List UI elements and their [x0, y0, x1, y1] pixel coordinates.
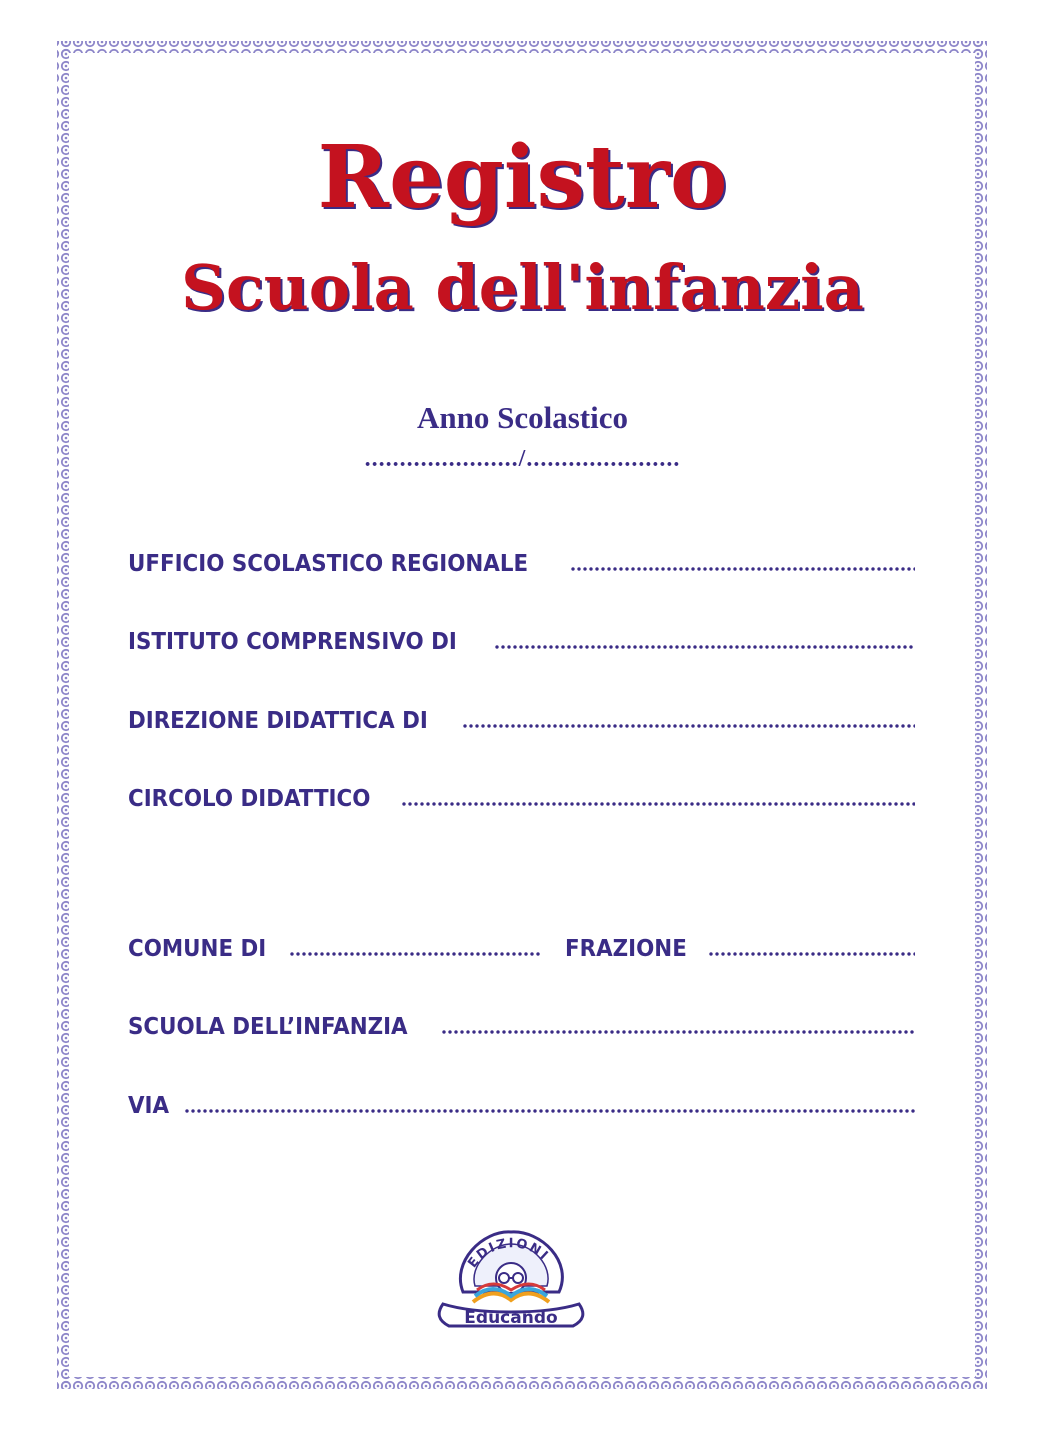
scuola-label: SCUOLA DELL’INFANZIA — [128, 1014, 408, 1040]
circolo-label: CIRCOLO DIDATTICO — [128, 786, 371, 812]
svg-text:EDIZIONI: EDIZIONI — [465, 1236, 552, 1272]
comune-label: COMUNE DI — [128, 936, 267, 962]
istituto-blank-line[interactable] — [494, 643, 915, 651]
school-year-label: Anno Scolastico — [417, 400, 628, 435]
scuola-blank-line[interactable] — [441, 1028, 915, 1036]
field-row-direzione — [128, 700, 915, 736]
circolo-blank-line[interactable] — [401, 800, 915, 808]
register-title: Registro — [317, 127, 728, 228]
field-row-ufficio — [128, 543, 915, 579]
field-row-scuola — [128, 1006, 915, 1042]
field-row-via — [128, 1085, 915, 1121]
field-row-circolo — [128, 778, 915, 814]
comune-blank-line[interactable] — [289, 950, 541, 958]
field-row-istituto — [128, 621, 915, 657]
frazione-label: FRAZIONE — [564, 936, 687, 962]
direzione-label: DIREZIONE DIDATTICA DI — [128, 708, 428, 734]
ufficio-blank-line[interactable] — [570, 565, 915, 573]
direzione-blank-line[interactable] — [462, 722, 915, 730]
frazione-blank-line[interactable] — [708, 950, 915, 958]
register-subtitle: Scuola dell'infanzia — [181, 251, 864, 324]
svg-text:Educando: Educando — [464, 1308, 558, 1328]
field-row-comune-frazione — [128, 928, 915, 964]
school-year-blank: ....................../...................... — [364, 446, 681, 472]
edizioni-educando-logo — [433, 1222, 589, 1337]
via-label: VIA — [128, 1093, 170, 1119]
ufficio-label: UFFICIO SCOLASTICO REGIONALE — [128, 551, 529, 577]
istituto-label: ISTITUTO COMPRENSIVO DI — [128, 629, 457, 655]
via-blank-line[interactable] — [184, 1107, 915, 1115]
